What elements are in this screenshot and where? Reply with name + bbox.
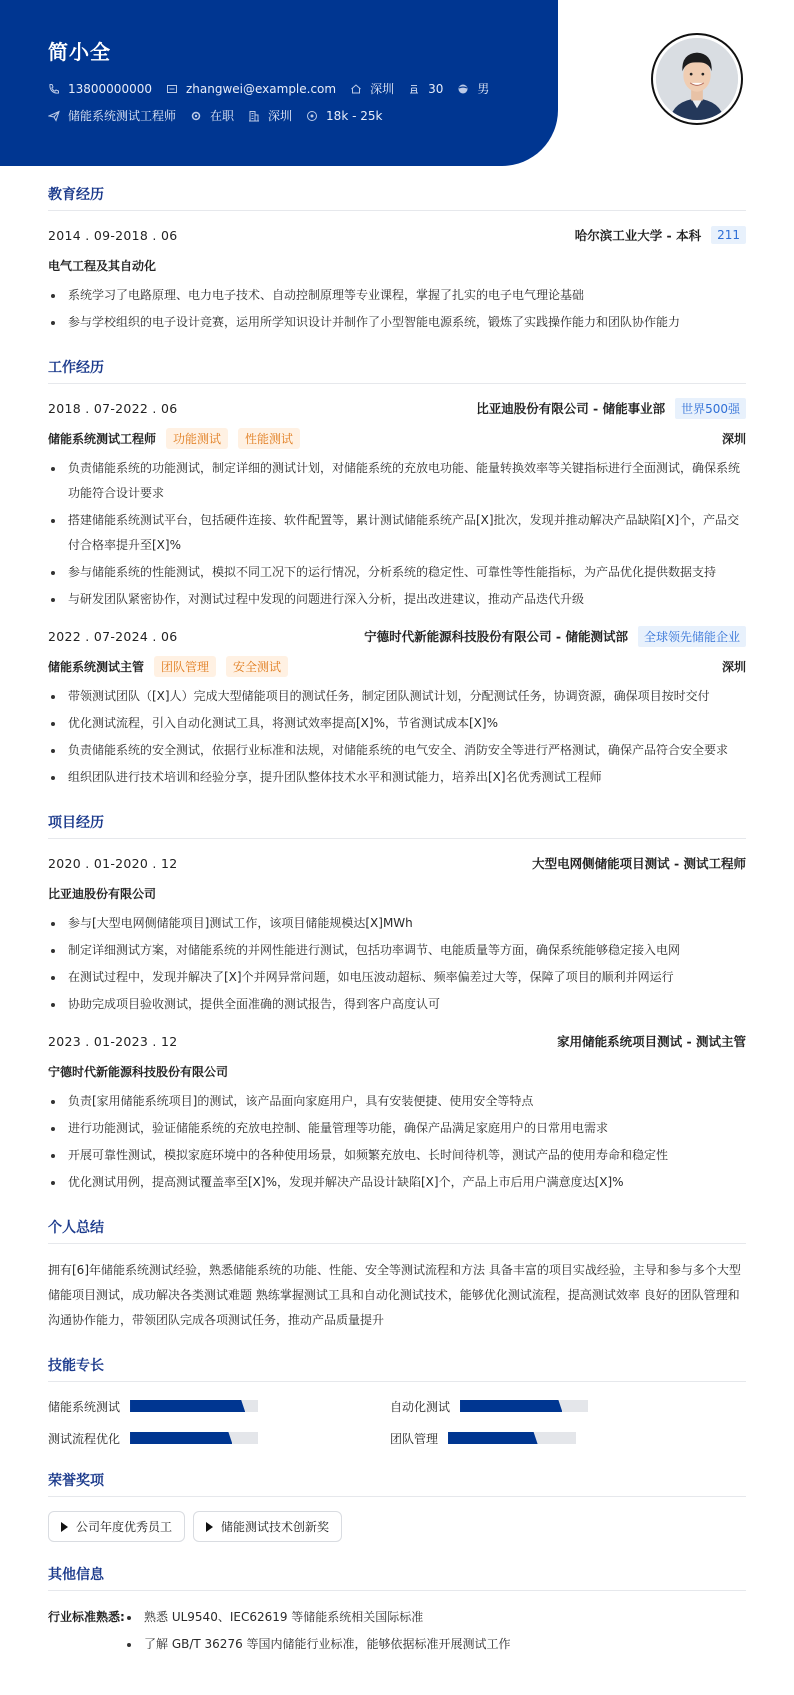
header-banner [0,0,558,166]
skill-bar [460,1400,588,1412]
awards-list [48,1511,746,1542]
skills-grid [48,1396,746,1448]
work-date: 2018 . 07-2022 . 06 [48,400,178,416]
work-city-item [248,107,292,124]
gender-text: 男 [477,82,490,96]
award-label: 公司年度优秀员工 [76,1520,173,1534]
status-item [190,107,234,124]
list-item: 进行功能测试，验证储能系统的充放电控制、能量管理等功能，确保产品满足家庭用户的日常用电需求 [48,1116,746,1141]
triangle-right-icon [61,1522,68,1532]
role-title: 储能系统测试工程师 [48,431,157,446]
list-item: 系统学习了电路原理、电力电子技术、自动控制原理等专业课程，掌握了扎实的电子电气理论基础 [48,283,746,308]
list-item: 负责[家用储能系统项目]的测试，该产品面向家庭用户，具有安装便捷、使用安全等特点 [48,1089,746,1114]
project-header [48,1031,746,1051]
work-header [48,626,746,646]
project-name: 大型电网侧储能项目测试 - 测试工程师 [532,856,746,871]
contact-row [48,80,503,97]
location-text: 深圳 [370,82,395,96]
project-date: 2020 . 01-2020 . 12 [48,855,178,871]
candidate-name: 简小全 [48,40,111,64]
building-icon [248,110,260,122]
company-name: 宁德时代新能源科技股份有限公司 - 储能测试部 [364,629,628,644]
list-item: 组织团队进行技术培训和经验分享，提升团队整体技术水平和测试能力，培养出[X]名优秀测试工程师 [48,765,746,790]
salary-icon [306,110,318,122]
skill-label: 储能系统测试 [48,1399,121,1414]
list-item: 带领测试团队（[X]人）完成大型储能项目的测试任务，制定团队测试计划，分配测试任务，协调资源，确保项目按时交付 [48,684,746,709]
section-title-skills: 技能专长 [48,1355,746,1382]
send-icon [48,110,60,122]
skills-section [48,1355,746,1448]
gender-item [457,80,489,97]
list-item: 参与[大型电网侧储能项目]测试工作，该项目储能规模达[X]MWh [48,911,746,936]
gender-icon [457,83,469,95]
skill-tag: 功能测试 [166,428,228,449]
other-label: 行业标准熟悉: [48,1610,125,1624]
avatar [651,33,743,125]
skill-label: 团队管理 [390,1431,439,1446]
project-company [48,883,746,903]
skill-tag: 安全测试 [226,656,288,677]
education-header [48,225,746,245]
skill-label: 自动化测试 [390,1399,451,1414]
skill-label: 测试流程优化 [48,1431,121,1446]
skill-item [390,1428,732,1448]
skill-bar [130,1432,258,1444]
project-header [48,853,746,873]
project-bullets [48,911,746,1017]
target-job-text: 储能系统测试工程师 [68,109,177,123]
list-item: 参与储能系统的性能测试，模拟不同工况下的运行情况，分析系统的稳定性、可靠性等性能指标，为产品优化提供数据支持 [48,560,746,585]
calendar-icon [408,83,420,95]
skill-tag: 团队管理 [154,656,216,677]
list-item: 参与学校组织的电子设计竞赛，运用所学知识设计并制作了小型智能电源系统，锻炼了实践操作能力和团队协作能力 [48,310,746,335]
education-section [48,184,746,335]
skill-bar-fill [130,1400,245,1412]
list-item: 协助完成项目验收测试，提供全面准确的测试报告，得到客户高度认可 [48,992,746,1017]
skill-bar-fill [130,1432,232,1444]
list-item: 负责储能系统的功能测试，制定详细的测试计划，对储能系统的充放电功能、能量转换效率等关键指标进行全面测试，确保系统功能符合设计要求 [48,456,746,506]
work-header [48,398,746,418]
skill-item [390,1396,732,1416]
target-job-item [48,107,176,124]
project-company [48,1061,746,1081]
education-date: 2014 . 09-2018 . 06 [48,227,178,243]
phone-text: 13800000000 [68,81,152,96]
company-name: 比亚迪股份有限公司 - 储能事业部 [476,401,666,416]
awards-section [48,1470,746,1542]
triangle-right-icon [206,1522,213,1532]
summary-text: 拥有[6]年储能系统测试经验，熟悉储能系统的功能、性能、安全等测试流程和方法 具备丰富的项目实战经验，主导和参与多个大型储能项目测试，成功解决各类测试难题 熟练掌握测试工具和自动化测试技术，能够优化测试流程，提高测试效率 良好的团队管理和沟通协作能力，带领团队完成各项测试任务，推动产品质量提升 [48,1263,741,1327]
phone-item [48,82,152,96]
major-text: 电气工程及其自动化 [48,258,157,273]
age-item [408,82,443,96]
section-title-other: 其他信息 [48,1564,746,1591]
work-bullets [48,456,746,612]
skill-bar [448,1432,576,1444]
skill-item [48,1428,390,1448]
salary-item [306,109,382,123]
project-company-text: 宁德时代新能源科技股份有限公司 [48,1064,229,1079]
list-item: 优化测试用例，提高测试覆盖率至[X]%，发现并解决产品设计缺陷[X]个，产品上市后用户满意度达[X]% [48,1170,746,1195]
phone-icon [48,83,60,95]
resume-content [48,184,746,1695]
school-name: 哈尔滨工业大学 - 本科 [574,228,702,243]
work-city: 深圳 [721,659,746,674]
other-section [48,1564,746,1673]
list-item: 负责储能系统的安全测试，依据行业标准和法规，对储能系统的电气安全、消防安全等进行严格测试，确保产品符合安全要求 [48,738,746,763]
work-role-row [48,656,746,676]
section-title-work: 工作经历 [48,357,746,384]
list-item: 在测试过程中，发现并解决了[X]个并网异常问题，如电压波动超标、频率偏差过大等，保障了项目的顺利并网运行 [48,965,746,990]
list-item: 优化测试流程，引入自动化测试工具，将测试效率提高[X]%，节省测试成本[X]% [48,711,746,736]
section-title-projects: 项目经历 [48,812,746,839]
project-bullets [48,1089,746,1195]
home-icon [350,83,362,95]
list-item: 了解 GB/T 36276 等国内储能行业标准，能够依据标准开展测试工作 [124,1632,511,1657]
skill-item [48,1396,390,1416]
work-bullets [48,684,746,790]
section-title-awards: 荣誉奖项 [48,1470,746,1497]
role-title: 储能系统测试主管 [48,659,145,674]
work-role-row [48,428,746,448]
award-item [193,1511,342,1542]
skill-tag: 性能测试 [238,428,300,449]
section-title-education: 教育经历 [48,184,746,211]
other-info [48,1605,746,1673]
work-city: 深圳 [721,431,746,446]
list-item: 开展可靠性测试，模拟家庭环境中的各种使用场景，如频繁充放电、长时间待机等，测试产品的使用寿命和稳定性 [48,1143,746,1168]
other-bullets [124,1605,511,1659]
school-badge: 211 [711,226,746,244]
location-item [350,80,394,97]
list-item: 制定详细测试方案，对储能系统的并网性能进行测试，包括功率调节、电能质量等方面，确保系统能够稳定接入电网 [48,938,746,963]
work-section [48,357,746,790]
work-date: 2022 . 07-2024 . 06 [48,628,178,644]
project-company-text: 比亚迪股份有限公司 [48,886,157,901]
major [48,255,746,275]
section-title-summary: 个人总结 [48,1217,746,1244]
list-item: 熟悉 UL9540、IEC62619 等储能系统相关国际标准 [124,1605,511,1630]
skill-bar [130,1400,258,1412]
age-text: 30 [428,81,444,96]
award-item [48,1511,185,1542]
work-city-text: 深圳 [268,109,293,123]
list-item: 与研发团队紧密协作，对测试过程中发现的问题进行深入分析，提出改进建议，推动产品迭代升级 [48,587,746,612]
status-text: 在职 [210,109,235,123]
project-date: 2023 . 01-2023 . 12 [48,1033,178,1049]
projects-section [48,812,746,1195]
project-name: 家用储能系统项目测试 - 测试主管 [557,1034,746,1049]
list-item: 搭建储能系统测试平台，包括硬件连接、软件配置等，累计测试储能系统产品[X]批次，发现并推动解决产品缺陷[X]个，产品交付合格率提升至[X]% [48,508,746,558]
award-label: 储能测试技术创新奖 [221,1520,330,1534]
skill-bar-fill [448,1432,538,1444]
job-row [48,107,396,124]
skill-bar-fill [460,1400,562,1412]
mail-icon [166,83,178,95]
education-bullets [48,283,746,335]
summary-section [48,1217,746,1333]
avatar-photo [656,38,738,120]
company-badge: 全球领先储能企业 [638,626,746,647]
company-badge: 世界500强 [675,398,746,419]
status-icon [190,110,202,122]
email-item [166,82,336,96]
salary-text: 18k - 25k [326,108,383,123]
email-text: zhangwei@example.com [185,81,337,96]
